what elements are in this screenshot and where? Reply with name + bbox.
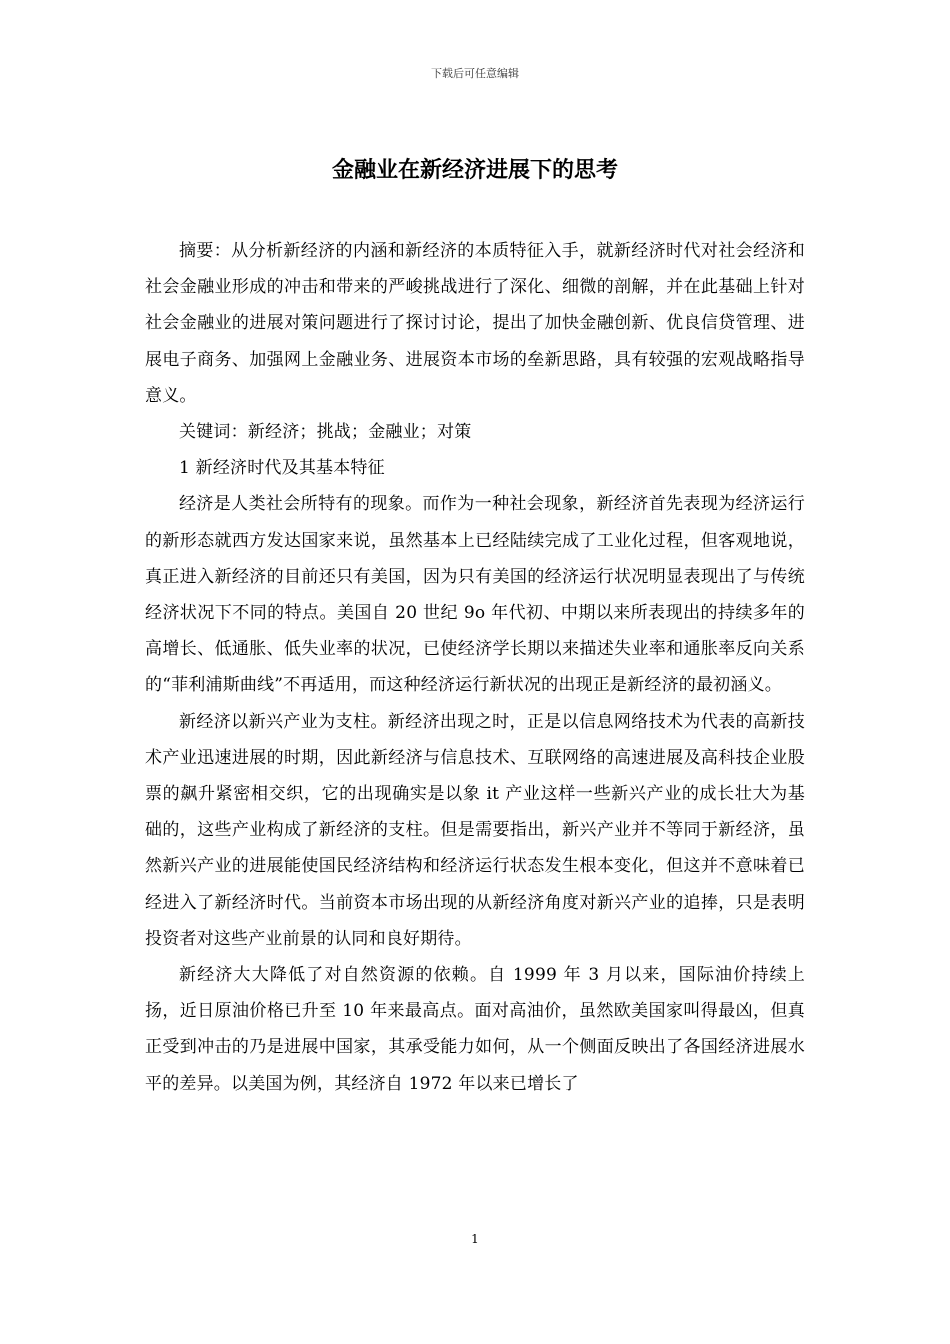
body-paragraph: 经济是人类社会所特有的现象。而作为一种社会现象，新经济首先表现为经济运行的新形态就西方发达国家来说，虽然基本上已经陆续完成了工业化过程，但客观地说，真正进入新经济的目前还只有美国，因为只有美国的经济运行状况明显表现出了与传统经济状况下不同的特点。美国自 20 世纪 9o 年代初、中期以来所表现出的持续多年的高增长、低通胀、低失业率的状况，已使经济学长期以来描述失业率和通胀率反向关系的“菲利浦斯曲线”不再适用，而这种经济运行新状况的出现正是新经济的最初涵义。 (145, 494, 805, 696)
body-paragraph: 新经济大大降低了对自然资源的依赖。自 1999 年 3 月以来，国际油价持续上扬，近日原油价格已升至 10 年来最高点。面对高油价，虽然欧美国家叫得最凶，但真正受到冲击的乃是进展中国家，其承受能力如何，从一个侧面反映出了各国经济进展水平的差异。以美国为例，其经济自 1972 年以来已增长了 (145, 965, 805, 1094)
page-number: 1 (471, 1232, 479, 1246)
page-header: 下载后可任意编辑 (431, 67, 519, 80)
keywords-paragraph: 关键词：新经济；挑战；金融业；对策 (179, 422, 472, 443)
abstract-paragraph: 摘要：从分析新经济的内涵和新经济的本质特征入手，就新经济时代对社会经济和社会金融业形成的冲击和带来的严峻挑战进行了深化、细微的剖解，并在此基础上针对社会金融业的进展对策问题进行了探讨讨论，提出了加快金融创新、优良信贷管理、进展电子商务、加强网上金融业务、进展资本市场的垒新思路，具有较强的宏观战略指导意义。 (145, 241, 805, 406)
document-body (145, 233, 805, 1102)
section-heading: 1 新经济时代及其基本特征 (179, 458, 385, 479)
document-title: 金融业在新经济进展下的思考 (331, 158, 618, 183)
body-paragraph: 新经济以新兴产业为支柱。新经济出现之时，正是以信息网络技术为代表的高新技术产业迅速进展的时期，因此新经济与信息技术、互联网络的高速进展及高科技企业股票的飙升紧密相交织，它的出现确实是以象 it 产业这样一些新兴产业的成长壮大为基础的，这些产业构成了新经济的支柱。但是需要指出，新兴产业并不等同于新经济，虽然新兴产业的进展能使国民经济结构和经济运行状态发生根本变化，但这并不意味着已经进入了新经济时代。当前资本市场出现的从新经济角度对新兴产业的追捧，只是表明投资者对这些产业前景的认同和良好期待。 (145, 711, 805, 949)
